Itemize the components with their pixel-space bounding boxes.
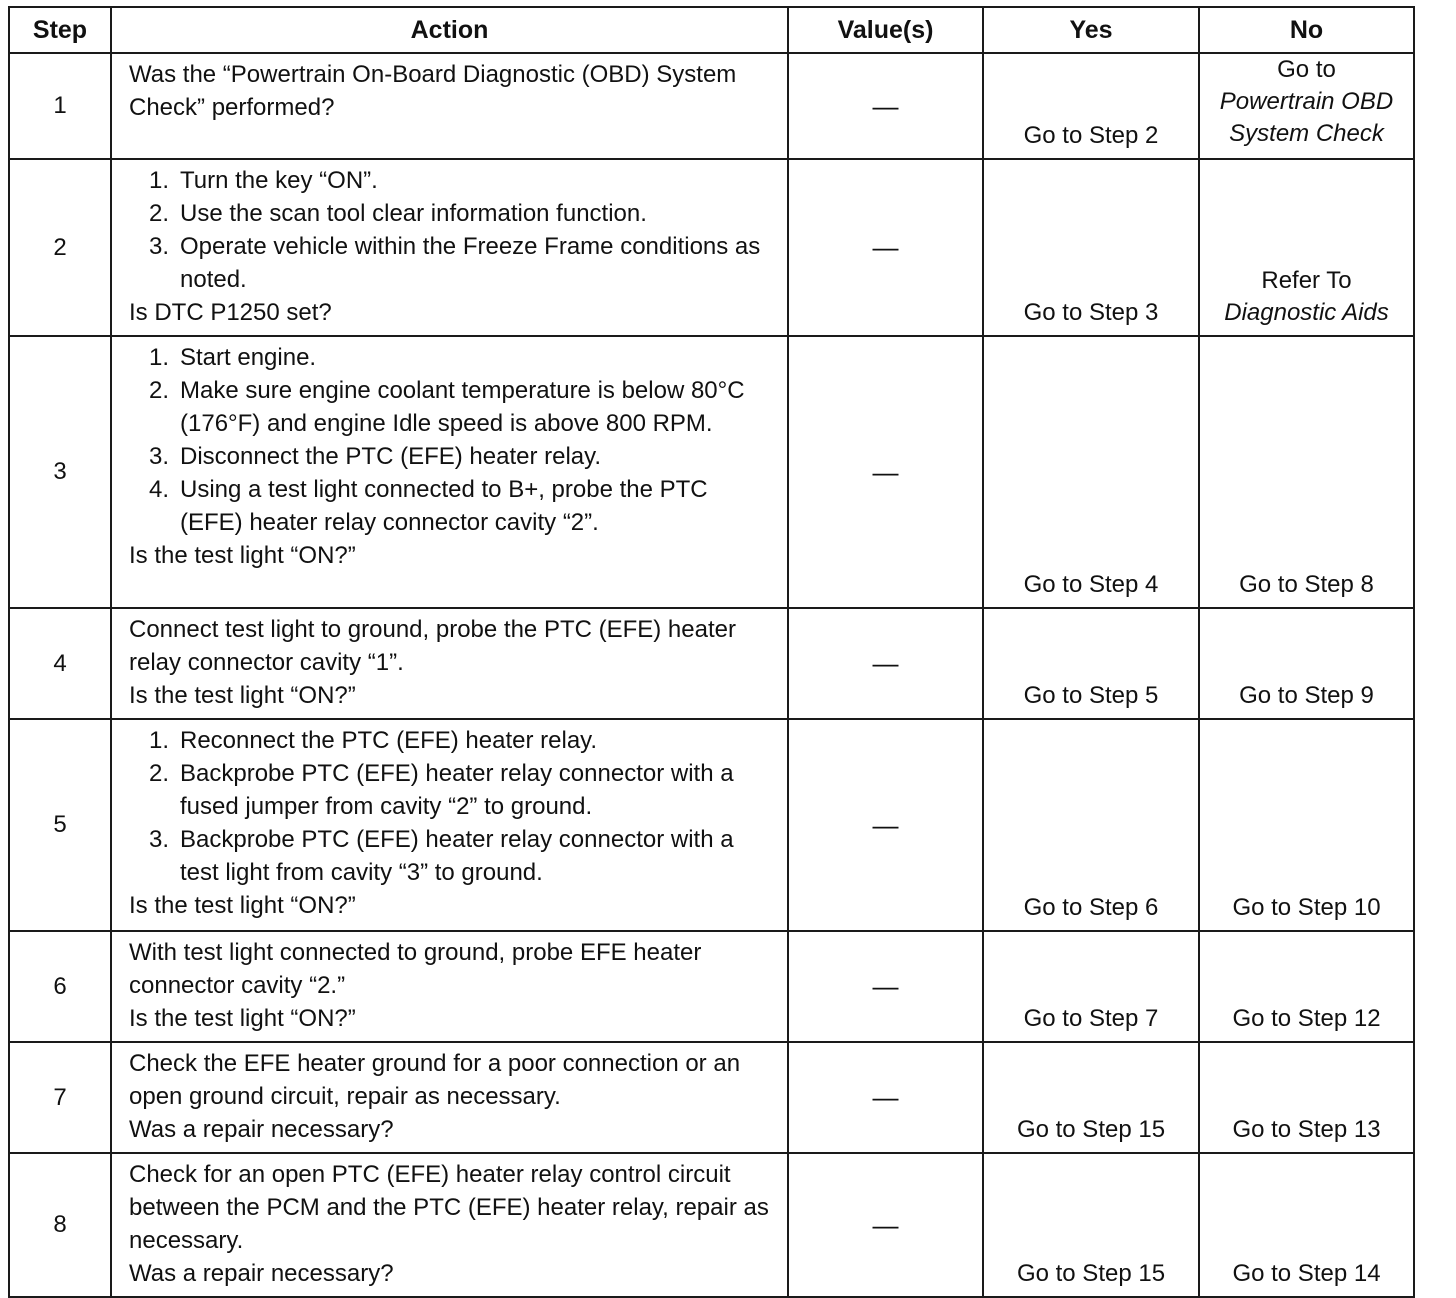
no-reference: Diagnostic Aids — [1224, 299, 1389, 326]
value-cell: — — [788, 159, 983, 336]
list-item-text: Use the scan tool clear information function. — [180, 200, 647, 227]
list-item — [129, 374, 775, 440]
action-text: With test light connected to ground, probe EFE heater connector cavity “2.” — [129, 939, 702, 999]
no-cell — [1199, 608, 1414, 719]
step-number: 3 — [9, 336, 111, 608]
list-item-number: 2. — [149, 200, 170, 227]
no-cell — [1199, 159, 1414, 336]
table-row — [9, 719, 1414, 931]
header-values: Value(s) — [788, 7, 983, 53]
action-cell — [111, 336, 788, 608]
action-cell — [111, 608, 788, 719]
no-cell — [1199, 1042, 1414, 1153]
action-question: Was a repair necessary? — [129, 1116, 394, 1143]
header-row — [9, 7, 1414, 53]
step-number: 8 — [9, 1153, 111, 1297]
no-cell — [1199, 53, 1414, 159]
value-cell: — — [788, 719, 983, 931]
list-item-number: 1. — [149, 344, 170, 371]
list-item — [129, 230, 775, 296]
action-question: Is the test light “ON?” — [129, 892, 356, 919]
action-cell — [111, 159, 788, 336]
list-item-text: Backprobe PTC (EFE) heater relay connector with a test light from cavity “3” to ground. — [180, 826, 734, 886]
action-steps — [129, 724, 775, 889]
action-steps — [129, 164, 775, 296]
table-row — [9, 53, 1414, 159]
no-cell — [1199, 1153, 1414, 1297]
list-item-number: 3. — [149, 233, 170, 260]
no-cell — [1199, 336, 1414, 608]
action-question: Is the test light “ON?” — [129, 542, 356, 569]
action-cell — [111, 719, 788, 931]
list-item-text: Start engine. — [180, 344, 317, 371]
yes-cell: Go to Step 5 — [983, 608, 1199, 719]
list-item-number: 2. — [149, 760, 170, 787]
list-item-text: Operate vehicle within the Freeze Frame conditions as noted. — [180, 233, 761, 293]
no-reference: Powertrain OBD System Check — [1219, 88, 1394, 147]
value-cell: — — [788, 608, 983, 719]
step-number: 1 — [9, 53, 111, 159]
diagnostic-table — [8, 6, 1415, 1298]
table-row — [9, 336, 1414, 608]
table-row — [9, 931, 1414, 1042]
value-cell: — — [788, 931, 983, 1042]
value-cell: — — [788, 1042, 983, 1153]
list-item — [129, 164, 775, 197]
list-item — [129, 724, 775, 757]
action-text: Check the EFE heater ground for a poor connection or an open ground circuit, repair as necessary. — [129, 1050, 741, 1110]
no-text: Go to Step 12 — [1232, 1005, 1381, 1032]
list-item — [129, 757, 775, 823]
yes-cell: Go to Step 4 — [983, 336, 1199, 608]
list-item — [129, 341, 775, 374]
list-item — [129, 440, 775, 473]
table-row — [9, 1042, 1414, 1153]
action-cell — [111, 1042, 788, 1153]
no-text: Go to — [1277, 56, 1336, 83]
no-text: Go to Step 8 — [1239, 571, 1374, 598]
action-text: Was the “Powertrain On-Board Diagnostic (OBD) System Check” performed? — [129, 61, 737, 121]
list-item-text: Turn the key “ON”. — [180, 167, 378, 194]
list-item — [129, 197, 775, 230]
yes-cell: Go to Step 15 — [983, 1153, 1199, 1297]
action-text: Check for an open PTC (EFE) heater relay control circuit between the PCM and the PTC (EFE) heater relay, repair as necessary. — [129, 1161, 769, 1254]
action-cell — [111, 1153, 788, 1297]
no-text: Refer To — [1261, 267, 1352, 294]
action-question: Was a repair necessary? — [129, 1260, 394, 1287]
header-action: Action — [111, 7, 788, 53]
list-item-text: Using a test light connected to B+, probe the PTC (EFE) heater relay connector cavity “2”. — [180, 476, 708, 536]
value-cell: — — [788, 1153, 983, 1297]
action-question: Is DTC P1250 set? — [129, 299, 332, 326]
list-item-number: 2. — [149, 377, 170, 404]
header-no: No — [1199, 7, 1414, 53]
step-number: 6 — [9, 931, 111, 1042]
table-row — [9, 1153, 1414, 1297]
yes-cell: Go to Step 6 — [983, 719, 1199, 931]
list-item-text: Make sure engine coolant temperature is below 80°C (176°F) and engine Idle speed is above 800 RPM. — [180, 377, 745, 437]
no-text: Go to Step 14 — [1232, 1260, 1381, 1287]
list-item-number: 1. — [149, 167, 170, 194]
yes-cell: Go to Step 3 — [983, 159, 1199, 336]
action-question: Is the test light “ON?” — [129, 682, 356, 709]
list-item-text: Disconnect the PTC (EFE) heater relay. — [180, 443, 602, 470]
yes-cell: Go to Step 15 — [983, 1042, 1199, 1153]
list-item-text: Backprobe PTC (EFE) heater relay connector with a fused jumper from cavity “2” to ground. — [180, 760, 734, 820]
table-body — [9, 53, 1414, 1297]
action-cell — [111, 931, 788, 1042]
action-steps — [129, 341, 775, 539]
no-text: Go to Step 9 — [1239, 682, 1374, 709]
action-text: Connect test light to ground, probe the PTC (EFE) heater relay connector cavity “1”. — [129, 616, 736, 676]
value-cell: — — [788, 336, 983, 608]
table-row — [9, 608, 1414, 719]
step-number: 4 — [9, 608, 111, 719]
list-item-text: Reconnect the PTC (EFE) heater relay. — [180, 727, 598, 754]
list-item — [129, 823, 775, 889]
header-step: Step — [9, 7, 111, 53]
step-number: 7 — [9, 1042, 111, 1153]
header-yes: Yes — [983, 7, 1199, 53]
list-item-number: 3. — [149, 826, 170, 853]
yes-cell: Go to Step 2 — [983, 53, 1199, 159]
list-item-number: 4. — [149, 476, 170, 503]
value-cell: — — [788, 53, 983, 159]
no-cell — [1199, 931, 1414, 1042]
step-number: 2 — [9, 159, 111, 336]
step-number: 5 — [9, 719, 111, 931]
no-cell — [1199, 719, 1414, 931]
yes-cell: Go to Step 7 — [983, 931, 1199, 1042]
no-text: Go to Step 10 — [1232, 894, 1381, 921]
action-question: Is the test light “ON?” — [129, 1005, 356, 1032]
no-text: Go to Step 13 — [1232, 1116, 1381, 1143]
action-cell — [111, 53, 788, 159]
table-row — [9, 159, 1414, 336]
list-item-number: 1. — [149, 727, 170, 754]
list-item-number: 3. — [149, 443, 170, 470]
list-item — [129, 473, 775, 539]
